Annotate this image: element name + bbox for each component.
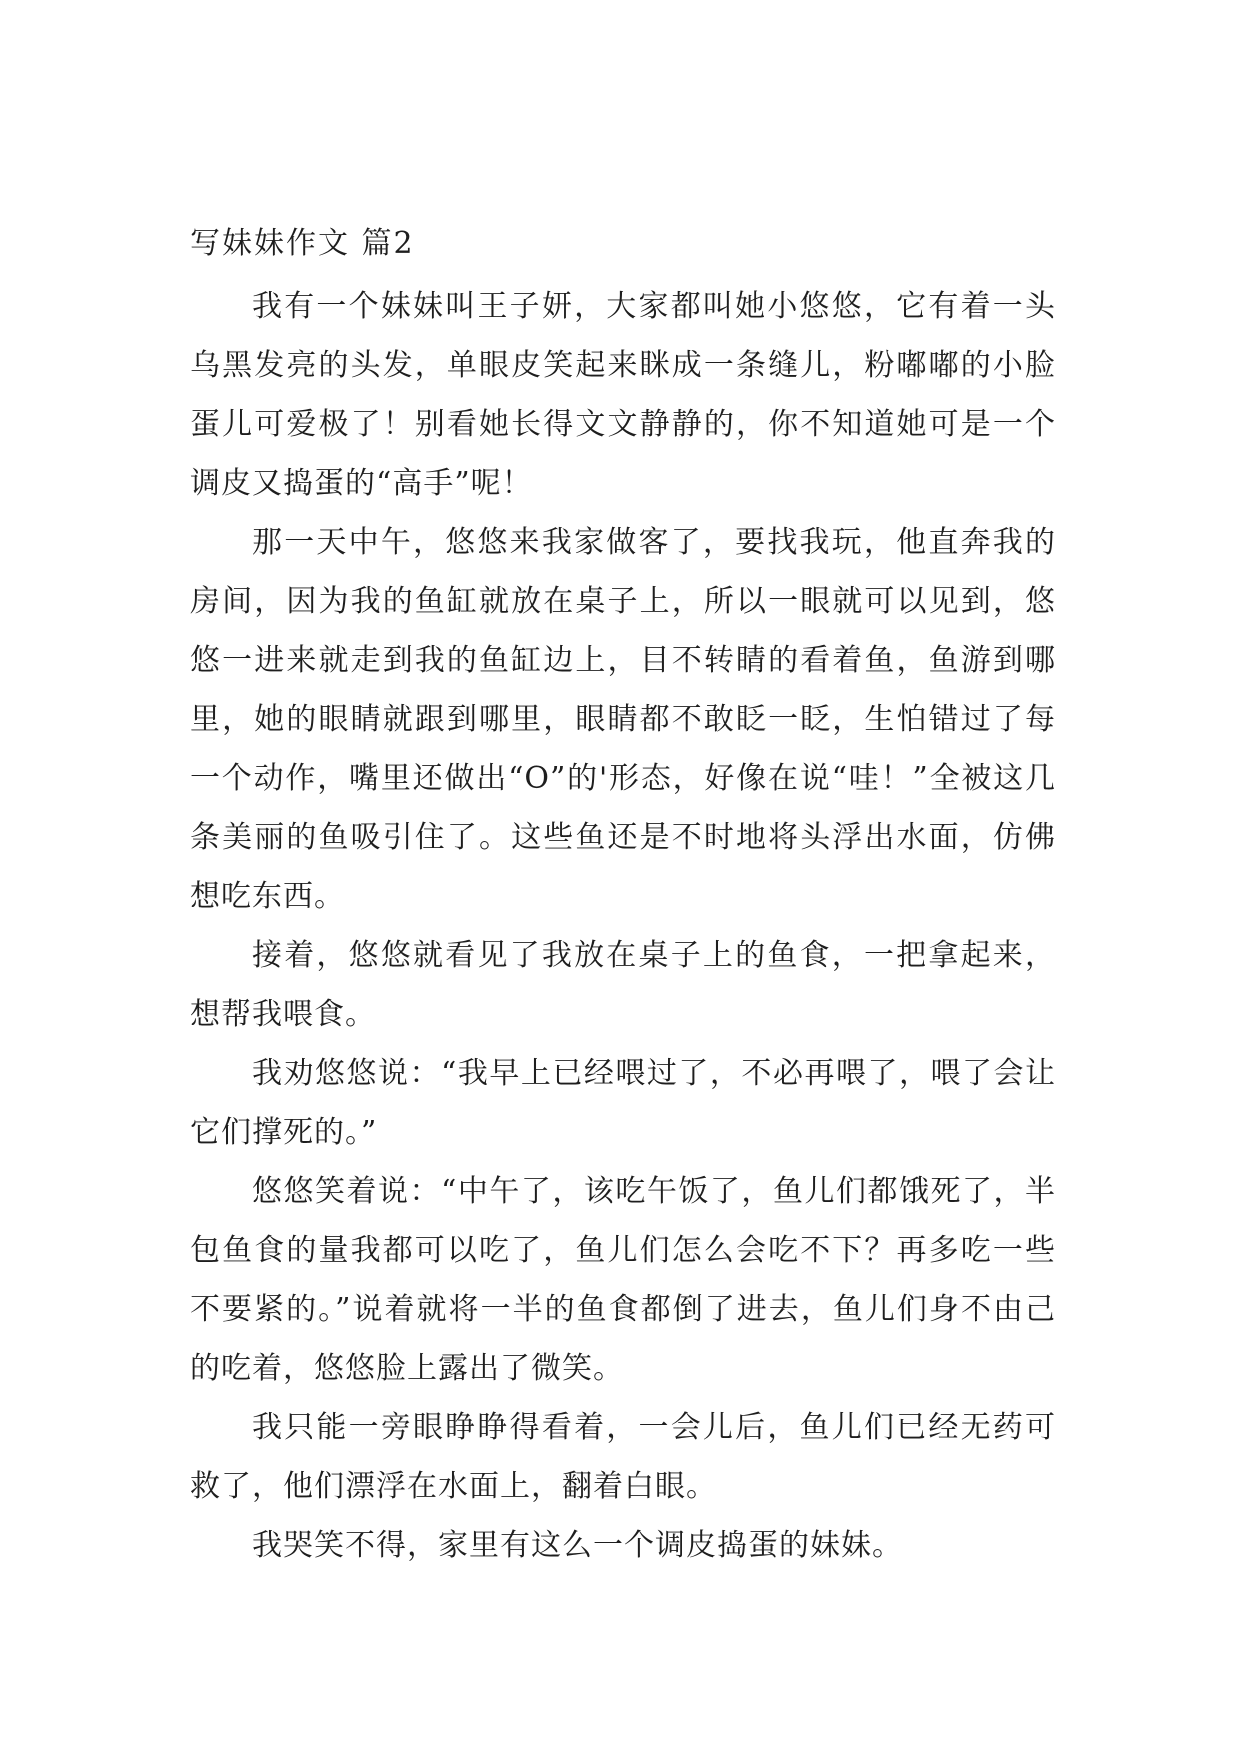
- paragraph-7: 我哭笑不得，家里有这么一个调皮捣蛋的妹妹。: [252, 1528, 903, 1563]
- paragraph-1: 我有一个妹妹叫王子妍，大家都叫她小悠悠，它有着一头乌黑发亮的头发，单眼皮笑起来眯成一条缝儿，粉嘟嘟的小脸蛋儿可爱极了！别看她长得文文静静的，你不知道她可是一个调皮又捣蛋的“高手”呢！: [190, 289, 1056, 501]
- paragraph-3: 接着，悠悠就看见了我放在桌子上的鱼食，一把拿起来，想帮我喂食。: [190, 938, 1056, 1032]
- document-body: [190, 218, 1056, 1575]
- document-title: 写妹妹作文 篇2: [190, 226, 415, 261]
- paragraph-5: 悠悠笑着说：“中午了，该吃午饭了，鱼儿们都饿死了，半包鱼食的量我都可以吃了，鱼儿们怎么会吃不下？再多吃一些不要紧的。”说着就将一半的鱼食都倒了进去，鱼儿们身不由己的吃着，悠悠脸上露出了微笑。: [190, 1174, 1056, 1386]
- paragraph-4: 我劝悠悠说：“我早上已经喂过了，不必再喂了，喂了会让它们撑死的。”: [190, 1056, 1056, 1150]
- paragraph-6: 我只能一旁眼睁睁得看着，一会儿后，鱼儿们已经无药可救了，他们漂浮在水面上，翻着白眼。: [190, 1410, 1056, 1504]
- paragraph-2: 那一天中午，悠悠来我家做客了，要找我玩，他直奔我的房间，因为我的鱼缸就放在桌子上，所以一眼就可以见到，悠悠一进来就走到我的鱼缸边上，目不转睛的看着鱼，鱼游到哪里，她的眼睛就跟到哪里，眼睛都不敢眨一眨，生怕错过了每一个动作，嘴里还做出“O”的'形态，好像在说“哇！”全被这几条美丽的鱼吸引住了。这些鱼还是不时地将头浮出水面，仿佛想吃东西。: [190, 525, 1056, 914]
